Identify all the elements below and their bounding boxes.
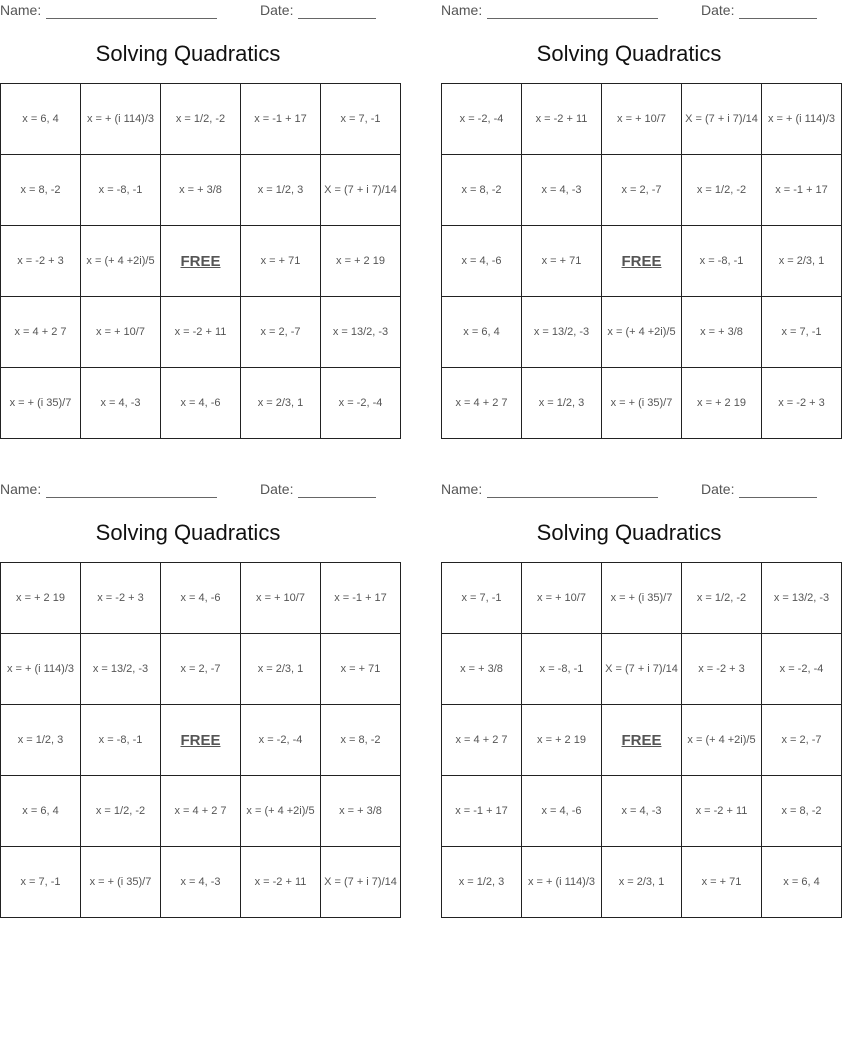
bingo-grid	[0, 83, 401, 439]
answer-cell: x = 7, -1	[321, 84, 401, 155]
answer-cell: x = 13/2, -3	[762, 563, 842, 634]
answer-cell: x = (+ 4 +2i)/5	[682, 705, 762, 776]
answer-cell: x = -2 + 11	[682, 776, 762, 847]
date-label: Date:	[701, 2, 735, 18]
answer-cell: x = 6, 4	[442, 297, 522, 368]
grid-row	[1, 226, 401, 297]
answer-cell: x = -2, -4	[442, 84, 522, 155]
grid-row	[1, 368, 401, 439]
date-blank-line	[739, 497, 817, 498]
answer-cell: x = 4 + 2 7	[442, 705, 522, 776]
answer-cell: x = 1/2, -2	[682, 563, 762, 634]
answer-cell: x = 8, -2	[762, 776, 842, 847]
grid-row	[442, 563, 842, 634]
card-title: Solving Quadratics	[95, 41, 281, 66]
answer-cell: x = + (i 35)/7	[602, 368, 682, 439]
free-space: FREE	[161, 705, 241, 776]
answer-cell: x = -1 + 17	[762, 155, 842, 226]
card-header	[0, 481, 376, 501]
answer-cell: x = 4, -6	[161, 368, 241, 439]
answer-cell: x = (+ 4 +2i)/5	[81, 226, 161, 297]
grid-row	[1, 84, 401, 155]
card-header	[0, 2, 376, 22]
date-label: Date:	[701, 481, 735, 497]
grid-row	[1, 776, 401, 847]
answer-cell: x = + 2 19	[321, 226, 401, 297]
answer-cell: x = 4 + 2 7	[161, 776, 241, 847]
name-label: Name:	[441, 481, 483, 497]
answer-cell: x = 2/3, 1	[241, 368, 321, 439]
answer-cell: x = 7, -1	[1, 847, 81, 918]
date-blank-line	[739, 18, 817, 19]
answer-cell: x = 4, -6	[442, 226, 522, 297]
bingo-card	[441, 0, 836, 440]
grid-row	[442, 847, 842, 918]
answer-cell: x = 2, -7	[602, 155, 682, 226]
answer-cell: x = 4, -3	[161, 847, 241, 918]
answer-cell: x = 4 + 2 7	[1, 297, 81, 368]
answer-cell: x = -2 + 3	[81, 563, 161, 634]
bingo-grid	[0, 562, 401, 918]
answer-cell: x = -1 + 17	[241, 84, 321, 155]
answer-cell: x = 13/2, -3	[321, 297, 401, 368]
answer-cell: x = -8, -1	[522, 634, 602, 705]
answer-cell: x = 8, -2	[1, 155, 81, 226]
answer-cell: x = 4, -6	[161, 563, 241, 634]
answer-cell: x = + (i 114)/3	[81, 84, 161, 155]
grid-row	[1, 155, 401, 226]
answer-cell: x = -2 + 3	[1, 226, 81, 297]
answer-cell: x = + (i 114)/3	[522, 847, 602, 918]
grid-row	[1, 297, 401, 368]
card-title: Solving Quadratics	[536, 520, 722, 545]
date-label: Date:	[260, 481, 294, 497]
answer-cell: x = 7, -1	[762, 297, 842, 368]
card-title: Solving Quadratics	[95, 520, 281, 545]
answer-cell: x = + 3/8	[321, 776, 401, 847]
answer-cell: x = 1/2, -2	[161, 84, 241, 155]
card-title: Solving Quadratics	[536, 41, 722, 66]
bingo-grid	[441, 562, 842, 918]
answer-cell: x = 1/2, 3	[1, 705, 81, 776]
answer-cell: x = 2, -7	[762, 705, 842, 776]
date-label: Date:	[260, 2, 294, 18]
answer-cell: x = 13/2, -3	[522, 297, 602, 368]
answer-cell: x = -2 + 11	[241, 847, 321, 918]
answer-cell: x = + 10/7	[522, 563, 602, 634]
answer-cell: x = + (i 114)/3	[762, 84, 842, 155]
answer-cell: x = -8, -1	[682, 226, 762, 297]
answer-cell: x = 6, 4	[762, 847, 842, 918]
answer-cell: x = 4, -3	[81, 368, 161, 439]
name-label: Name:	[0, 481, 42, 497]
bingo-card	[0, 479, 397, 919]
answer-cell: x = -2, -4	[241, 705, 321, 776]
answer-cell: x = + 10/7	[602, 84, 682, 155]
answer-cell: x = 1/2, 3	[442, 847, 522, 918]
answer-cell: x = (+ 4 +2i)/5	[602, 297, 682, 368]
answer-cell: x = (+ 4 +2i)/5	[241, 776, 321, 847]
name-blank-line	[487, 497, 658, 498]
answer-cell: x = + 3/8	[161, 155, 241, 226]
grid-row	[442, 368, 842, 439]
answer-cell: x = 2/3, 1	[762, 226, 842, 297]
answer-cell: x = + 2 19	[682, 368, 762, 439]
answer-cell: x = 1/2, -2	[682, 155, 762, 226]
answer-cell: x = 13/2, -3	[81, 634, 161, 705]
grid-row	[442, 297, 842, 368]
answer-cell: x = 4, -3	[522, 155, 602, 226]
name-label: Name:	[0, 2, 42, 18]
name-blank-line	[46, 497, 217, 498]
name-blank-line	[487, 18, 658, 19]
answer-cell: x = + 2 19	[1, 563, 81, 634]
answer-cell: x = 8, -2	[321, 705, 401, 776]
answer-cell: x = -8, -1	[81, 155, 161, 226]
answer-cell: x = + (i 35)/7	[1, 368, 81, 439]
card-header	[441, 481, 817, 501]
answer-cell: x = + 71	[682, 847, 762, 918]
grid-row	[1, 847, 401, 918]
free-space: FREE	[161, 226, 241, 297]
grid-row	[442, 705, 842, 776]
answer-cell: x = 4, -3	[602, 776, 682, 847]
answer-cell: x = -2 + 11	[161, 297, 241, 368]
answer-cell: x = 1/2, 3	[241, 155, 321, 226]
grid-row	[1, 563, 401, 634]
free-space: FREE	[602, 226, 682, 297]
name-blank-line	[46, 18, 217, 19]
grid-row	[442, 776, 842, 847]
date-blank-line	[298, 497, 376, 498]
answer-cell: x = + (i 35)/7	[81, 847, 161, 918]
grid-row	[442, 634, 842, 705]
answer-cell: x = 2/3, 1	[602, 847, 682, 918]
grid-row	[442, 226, 842, 297]
answer-cell: x = + 3/8	[682, 297, 762, 368]
answer-cell: x = + (i 35)/7	[602, 563, 682, 634]
answer-cell: x = 1/2, -2	[81, 776, 161, 847]
answer-cell: x = + 3/8	[442, 634, 522, 705]
grid-row	[442, 84, 842, 155]
answer-cell: X = (7 + i 7)/14	[602, 634, 682, 705]
card-header	[441, 2, 817, 22]
bingo-grid	[441, 83, 842, 439]
answer-cell: x = -2 + 3	[762, 368, 842, 439]
bingo-card	[0, 0, 397, 440]
answer-cell: X = (7 + i 7)/14	[321, 847, 401, 918]
free-space: FREE	[602, 705, 682, 776]
answer-cell: x = 4, -6	[522, 776, 602, 847]
answer-cell: X = (7 + i 7)/14	[682, 84, 762, 155]
name-label: Name:	[441, 2, 483, 18]
answer-cell: X = (7 + i 7)/14	[321, 155, 401, 226]
answer-cell: x = + 71	[522, 226, 602, 297]
answer-cell: x = 2, -7	[161, 634, 241, 705]
answer-cell: x = -8, -1	[81, 705, 161, 776]
grid-row	[1, 634, 401, 705]
answer-cell: x = + 10/7	[81, 297, 161, 368]
answer-cell: x = + 2 19	[522, 705, 602, 776]
answer-cell: x = -2, -4	[762, 634, 842, 705]
answer-cell: x = 8, -2	[442, 155, 522, 226]
grid-row	[1, 705, 401, 776]
answer-cell: x = 6, 4	[1, 776, 81, 847]
answer-cell: x = 6, 4	[1, 84, 81, 155]
answer-cell: x = + 71	[321, 634, 401, 705]
grid-row	[442, 155, 842, 226]
date-blank-line	[298, 18, 376, 19]
answer-cell: x = + 71	[241, 226, 321, 297]
answer-cell: x = -1 + 17	[442, 776, 522, 847]
answer-cell: x = 1/2, 3	[522, 368, 602, 439]
answer-cell: x = 2, -7	[241, 297, 321, 368]
answer-cell: x = 2/3, 1	[241, 634, 321, 705]
answer-cell: x = -1 + 17	[321, 563, 401, 634]
answer-cell: x = 4 + 2 7	[442, 368, 522, 439]
answer-cell: x = + 10/7	[241, 563, 321, 634]
answer-cell: x = -2 + 11	[522, 84, 602, 155]
answer-cell: x = 7, -1	[442, 563, 522, 634]
bingo-card	[441, 479, 830, 919]
answer-cell: x = + (i 114)/3	[1, 634, 81, 705]
answer-cell: x = -2, -4	[321, 368, 401, 439]
answer-cell: x = -2 + 3	[682, 634, 762, 705]
